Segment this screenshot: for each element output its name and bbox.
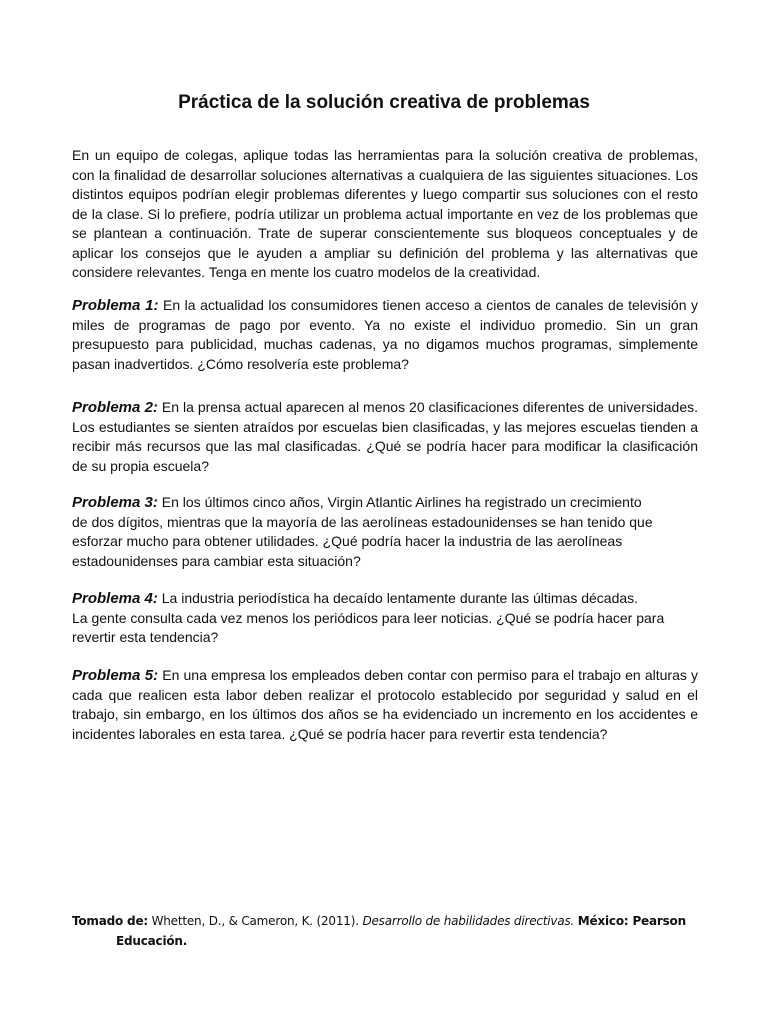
problem-4-text-line1: La industria periodística ha decaído lentamente durante las últimas décadas. (161, 590, 639, 606)
problem-3-paragraph (72, 493, 698, 571)
problem-4-paragraph (72, 589, 698, 648)
problem-2-paragraph (72, 398, 698, 476)
citation-lead: Tomado de: (72, 914, 148, 928)
problem-5-paragraph (72, 666, 698, 744)
problem-5-label: Problema 5: (72, 667, 159, 684)
problem-3-text-rest: de dos dígitos, mientras que la mayoría de las aerolíneas estadounidenses se han tenido que esforzar mucho para obtener utilidades. ¿Qué podría hacer la industria de las aerolíneas estadounidenses para cambiar esta situación? (72, 513, 653, 569)
problem-2-label: Problema 2: (72, 399, 158, 416)
citation-publisher-cont: Educación. (116, 934, 188, 948)
citation-authors: Whetten, D., & Cameron, K. (2011). (151, 914, 359, 928)
citation-publisher: México: Pearson (577, 914, 686, 928)
problem-5-text: En una empresa los empleados deben contar con permiso para el trabajo en alturas y cada que realicen esta labor deben realizar el protocolo establecido por seguridad y salud en el trabajo, sin embargo, en los últimos dos años se ha evidenciado un incremento en los accidentes e incidentes laborales en esta tarea. ¿Qué se podría hacer para revertir esta tendencia? (72, 667, 698, 742)
problem-1-paragraph (72, 296, 698, 374)
problem-1-label: Problema 1: (72, 297, 159, 314)
problem-1-text: En la actualidad los consumidores tienen acceso a cientos de canales de televisión y miles de programas de pago por evento. Ya no existe el individuo promedio. Sin un gran presupuesto para publicidad, muchas cadenas, ya no digamos muchos programas, simplemente pasan inadvertidos. ¿Cómo resolvería este problema? (72, 297, 699, 372)
problem-3-label: Problema 3: (72, 494, 158, 511)
problem-4-text-rest: La gente consulta cada vez menos los periódicos para leer noticias. ¿Qué se podría hacer para revertir esta tendencia? (72, 609, 665, 645)
problem-2-text: En la prensa actual aparecen al menos 20 clasificaciones diferentes de universidades. Los estudiantes se sienten atraídos por escuelas bien clasificadas, y las mejores escuelas tienden a recibir más recursos que las mal clasificadas. ¿Qué se podría hacer para modificar la clasificación de su propia escuela? (72, 399, 698, 474)
citation-book-title: Desarrollo de habilidades directivas. (362, 914, 575, 928)
page-title: Práctica de la solución creativa de problemas (178, 92, 590, 113)
citation (72, 911, 692, 951)
problem-3-text-line1: En los últimos cinco años, Virgin Atlantic Airlines ha registrado un crecimiento (161, 494, 642, 510)
problem-4-label: Problema 4: (72, 590, 158, 607)
intro-paragraph: En un equipo de colegas, aplique todas las herramientas para la solución creativa de problemas, con la finalidad de desarrollar soluciones alternativas a cualquiera de las siguientes situaciones. Los distintos equipos podrían elegir problemas diferentes y luego compartir sus soluciones con el resto de la clase. Si lo prefiere, podría utilizar un problema actual importante en vez de los problemas que se plantean a continuación. Trate de superar conscientemente sus bloqueos conceptuales y de aplicar los consejos que le ayuden a ampliar su definición del problema y las alternativas que considere relevantes. Tenga en mente los cuatro modelos de la creatividad. (72, 147, 698, 280)
